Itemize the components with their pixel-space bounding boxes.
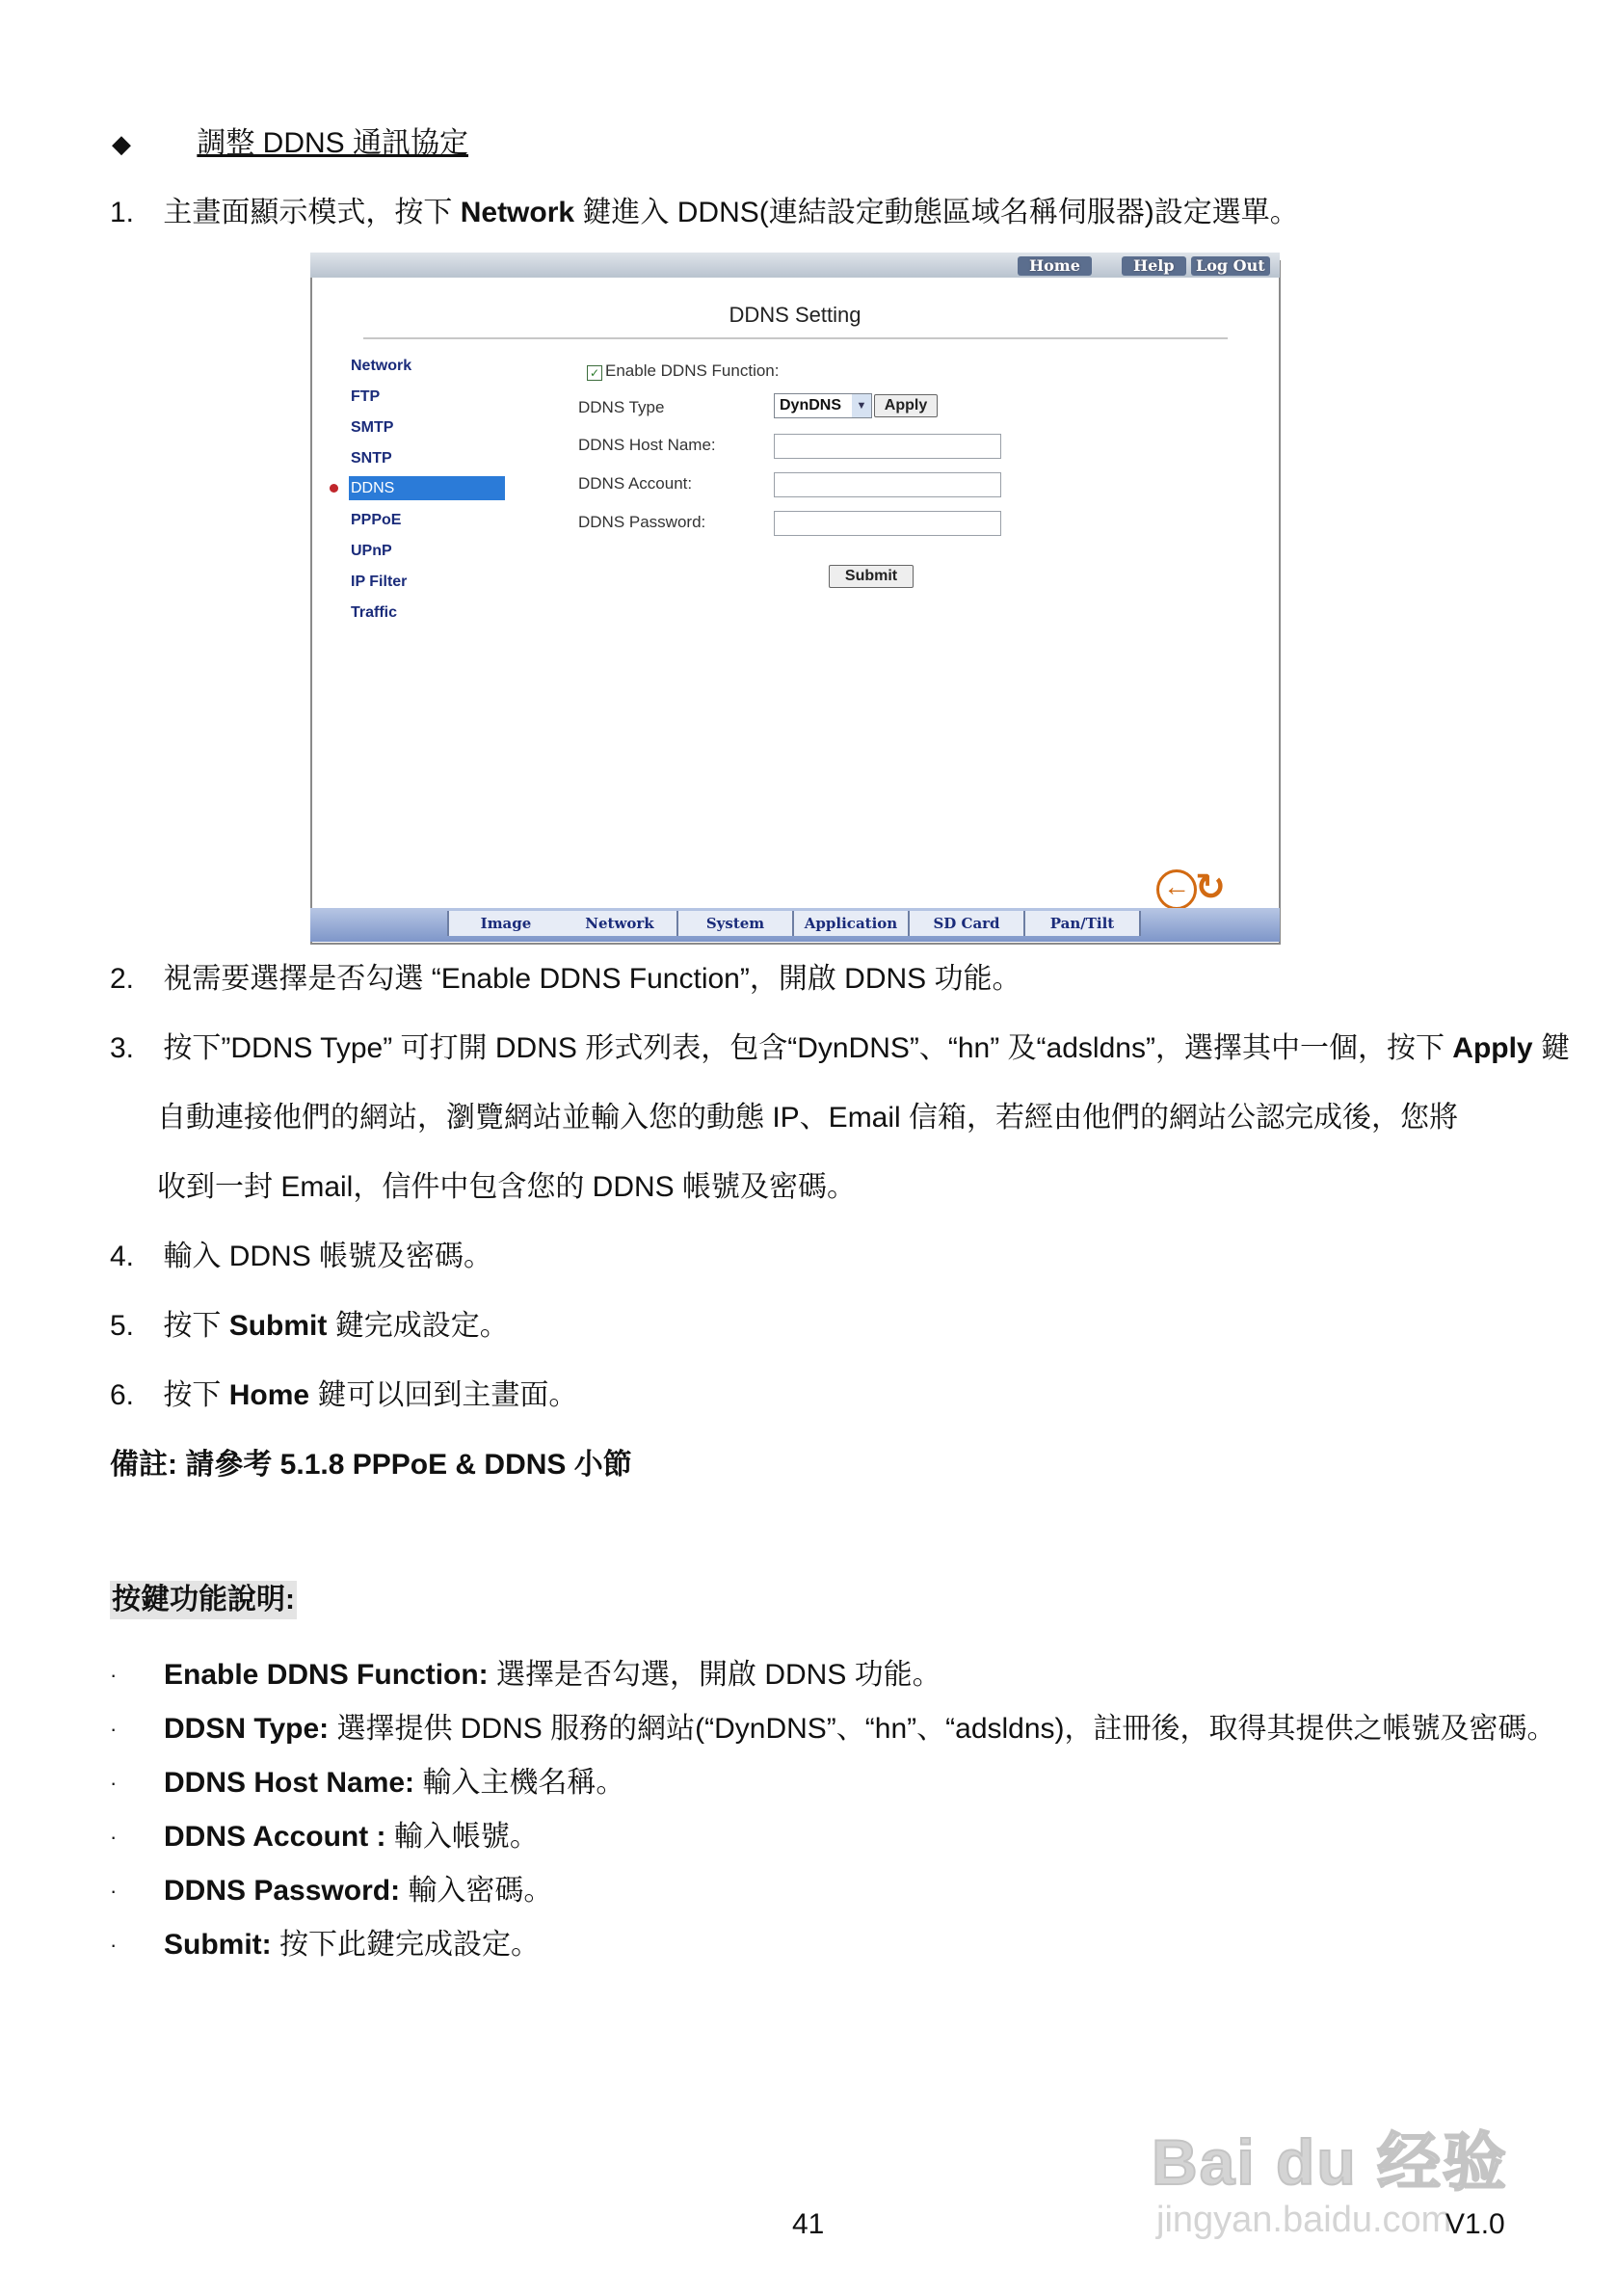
list-item: [164, 1874, 552, 1909]
nav-item-ip-filter[interactable]: IP Filter: [351, 574, 408, 590]
step-bold: Network: [460, 197, 575, 228]
item-desc: 輸入主機名稱。: [414, 1767, 625, 1799]
step-text: [163, 1379, 577, 1411]
item-desc: 選擇提供 DDNS 服務的網站(“DynDNS”、“hn”、“adsldns)，註冊後，取得其提供之帳號及密碼。: [329, 1713, 1556, 1745]
step-2: [110, 962, 1021, 997]
watermark-url: jingyan.baidu.com: [1156, 2200, 1452, 2240]
step-text-pre: 按下: [163, 1379, 229, 1411]
section-heading: [112, 126, 468, 161]
version-label: V1.0: [1445, 2208, 1505, 2240]
step-text-post: 鍵: [1532, 1032, 1570, 1064]
step-6: [110, 1378, 577, 1413]
help-button[interactable]: Help: [1122, 256, 1186, 276]
bullet-dot-icon: ·: [110, 1717, 118, 1741]
nav-item-smtp[interactable]: SMTP: [351, 419, 394, 436]
bullet-dot-icon: ·: [110, 1825, 118, 1849]
ddns-type-select[interactable]: [774, 393, 872, 418]
step-text-pre: 主畫面顯示模式，按下: [163, 197, 461, 228]
item-term: DDSN Type:: [164, 1713, 330, 1745]
top-bar: [310, 253, 1280, 278]
watermark-brand: Bai du 经验: [1152, 2126, 1509, 2198]
tab-pan-tilt[interactable]: Pan/Tilt: [1025, 911, 1141, 936]
note-text: 請參考: [177, 1449, 280, 1481]
page-number: 41: [792, 2208, 825, 2240]
item-term: DDNS Password:: [164, 1875, 401, 1907]
step-text-pre: 按下: [163, 1310, 229, 1342]
host-name-label: DDNS Host Name:: [578, 436, 716, 454]
list-item: [164, 1766, 624, 1801]
item-term: Submit:: [164, 1929, 272, 1961]
note-label: 備註:: [110, 1449, 177, 1481]
account-input[interactable]: [774, 472, 1001, 497]
step-text: 視需要選擇是否勾選 “Enable DDNS Function”，開啟 DDNS 功能。: [163, 963, 1021, 995]
nav-item-pppoe[interactable]: PPPoE: [351, 512, 402, 528]
step-text-pre: 按下”DDNS Type” 可打開 DDNS 形式列表，包含“DynDNS”、“hn” 及“adsldns”，選擇其中一個，按下: [163, 1032, 1453, 1064]
nav-item-ddns[interactable]: DDNS: [349, 476, 505, 500]
key-function-title: 按鍵功能說明:: [110, 1581, 297, 1619]
home-button[interactable]: Home: [1018, 256, 1092, 276]
step-number: 4.: [110, 1241, 135, 1272]
tab-sd-card[interactable]: SD Card: [910, 911, 1025, 936]
step-3: [110, 1031, 1570, 1066]
item-term: Enable DDNS Function:: [164, 1659, 489, 1691]
nav-item-ftp[interactable]: FTP: [351, 388, 381, 405]
step-text: 輸入 DDNS 帳號及密碼。: [163, 1241, 493, 1272]
reload-icon[interactable]: ↻: [1195, 868, 1226, 908]
step-5: [110, 1309, 509, 1344]
list-item: [164, 1928, 540, 1962]
enable-ddns-label: Enable DDNS Function:: [605, 361, 780, 380]
step-number: 1.: [110, 197, 135, 228]
bullet-dot-icon: ·: [110, 1771, 118, 1795]
selected-dot-icon: [330, 484, 338, 493]
step-text-post: 鍵可以回到主畫面。: [309, 1379, 578, 1411]
enable-ddns-checkbox[interactable]: ✓: [587, 365, 602, 381]
step-3-line-3: 收到一封 Email，信件中包含您的 DDNS 帳號及密碼。: [157, 1171, 857, 1203]
note-post: 小節: [566, 1449, 632, 1481]
tab-network[interactable]: Network: [563, 911, 678, 936]
ddns-type-value: DynDNS: [780, 397, 842, 414]
step-bold: Submit: [228, 1310, 328, 1342]
ddns-type-label: DDNS Type: [578, 398, 665, 416]
bullet-dot-icon: ·: [110, 1663, 118, 1687]
tab-image[interactable]: Image: [447, 911, 565, 936]
step-text: [163, 197, 1298, 228]
step-4: [110, 1240, 492, 1274]
diamond-bullet-icon: ◆: [112, 129, 131, 158]
note-ref: 5.1.8 PPPoE & DDNS: [279, 1449, 567, 1481]
step-3-line-2: 自動連接他們的網站，瀏覽網站並輸入您的動態 IP、Email 信箱，若經由他們的網站公認完成後，您將: [157, 1102, 1459, 1134]
list-item: [164, 1820, 539, 1855]
chevron-down-icon: ▼: [852, 394, 871, 417]
heading-text: 調整 DDNS 通訊協定: [197, 127, 469, 159]
step-number: 6.: [110, 1379, 135, 1411]
note: [110, 1448, 632, 1482]
tab-system[interactable]: System: [678, 911, 794, 936]
account-label: DDNS Account:: [578, 474, 693, 493]
item-desc: 選擇是否勾選，開啟 DDNS 功能。: [488, 1659, 941, 1691]
step-bold: Home: [228, 1379, 310, 1411]
item-desc: 按下此鍵完成設定。: [271, 1929, 540, 1961]
step-text-post: 鍵進入 DDNS(連結設定動態區域名稱伺服器)設定選單。: [574, 197, 1299, 228]
panel-title: DDNS Setting: [729, 303, 862, 327]
logout-button[interactable]: Log Out: [1191, 256, 1270, 276]
apply-button[interactable]: Apply: [874, 394, 938, 417]
ddns-setting-screenshot: [310, 253, 1280, 942]
nav-item-upnp[interactable]: UPnP: [351, 543, 392, 559]
tab-application[interactable]: Application: [794, 911, 910, 936]
step-text: [163, 1310, 508, 1342]
item-term: DDNS Host Name:: [164, 1767, 415, 1799]
nav-item-traffic[interactable]: Traffic: [351, 604, 398, 621]
list-item: [164, 1658, 941, 1693]
host-name-input[interactable]: [774, 434, 1001, 459]
item-desc: 輸入密碼。: [400, 1875, 553, 1907]
nav-item-network[interactable]: Network: [351, 358, 412, 374]
step-number: 5.: [110, 1310, 135, 1342]
submit-button[interactable]: Submit: [829, 565, 914, 588]
item-term: DDNS Account :: [164, 1821, 386, 1853]
bullet-dot-icon: ·: [110, 1879, 118, 1903]
password-input[interactable]: [774, 511, 1001, 536]
list-item: [164, 1712, 1556, 1747]
step-1: [110, 196, 1299, 230]
step-bold: Apply: [1452, 1032, 1533, 1064]
nav-item-sntp[interactable]: SNTP: [351, 450, 392, 467]
bullet-dot-icon: ·: [110, 1933, 118, 1957]
title-divider: [363, 337, 1228, 339]
back-arrow-icon[interactable]: ←: [1156, 869, 1197, 910]
item-desc: 輸入帳號。: [385, 1821, 539, 1853]
baidu-watermark-logo: [1152, 2111, 1527, 2280]
password-label: DDNS Password:: [578, 513, 706, 531]
step-number: 2.: [110, 963, 135, 995]
step-text-line-1: [163, 1032, 1570, 1064]
step-number: 3.: [110, 1032, 135, 1064]
step-text-post: 鍵完成設定。: [327, 1310, 509, 1342]
